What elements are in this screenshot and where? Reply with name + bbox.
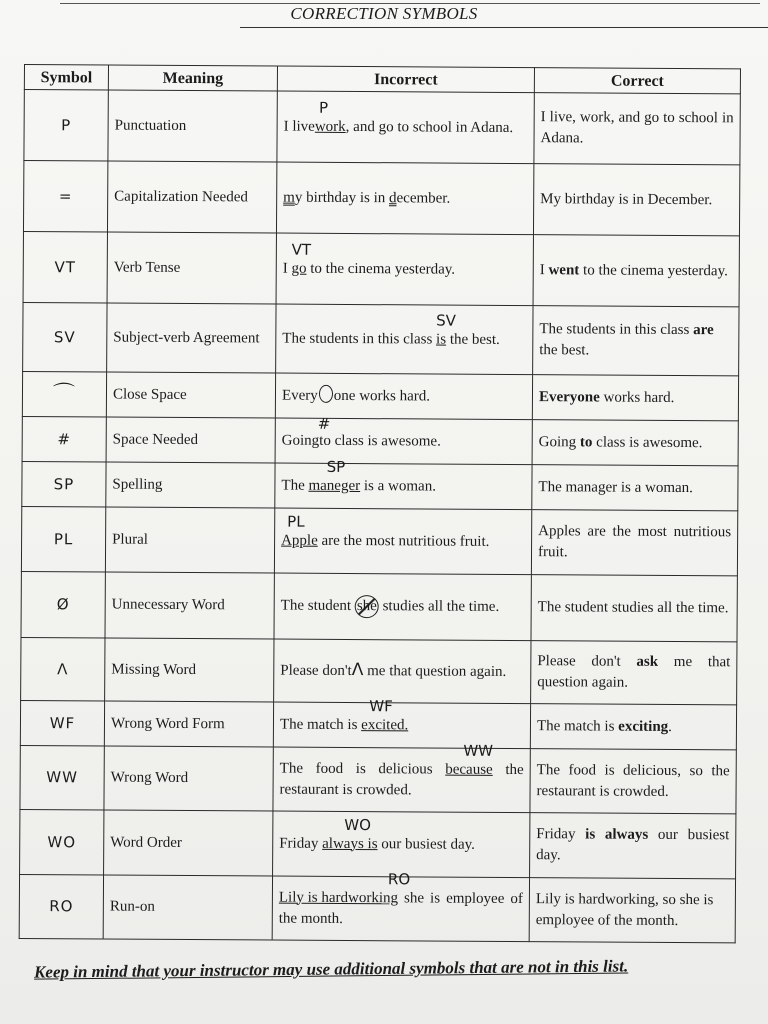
- table-row: [21, 571, 737, 641]
- table-row: [22, 371, 738, 420]
- table-row: [20, 745, 736, 813]
- symbol-cell: RO: [19, 874, 103, 939]
- table-row: [22, 416, 738, 465]
- incorrect-cell: Friday WO always is our busiest day.: [273, 811, 530, 878]
- table-row: [20, 700, 736, 749]
- marked-word: WO always is: [322, 815, 378, 852]
- marked-word: VT go: [291, 240, 312, 277]
- incorrect-text: I live P work, and go to school in Adana.: [283, 98, 514, 136]
- correct-cell: Going to class is awesome.: [532, 420, 738, 466]
- symbol-cell: SV: [23, 302, 107, 372]
- correct-cell: The match is exciting.: [530, 704, 736, 750]
- correct-cell: The food is delicious, so the restaurant is crowded.: [530, 749, 736, 814]
- meaning-cell: Subject-verb Agreement: [107, 303, 276, 373]
- wrong-word-mark: WW: [463, 741, 494, 760]
- symbol-cell: #: [22, 416, 106, 462]
- incorrect-cell: The food is delicious WW because the restaurant is crowded.: [273, 747, 530, 813]
- correct-cell: The student studies all the time.: [531, 575, 737, 642]
- incorrect-cell: The SP maneger is a woman.: [275, 463, 532, 510]
- meaning-cell: Plural: [105, 507, 274, 573]
- symbol-cell: SP: [22, 461, 106, 507]
- symbol-cell: WO: [20, 809, 104, 875]
- marked-word: # Going: [281, 414, 331, 449]
- symbol-cell: PL: [21, 506, 105, 572]
- header-symbol: Symbol: [24, 65, 108, 91]
- incorrect-text: my birthday is in december.: [283, 189, 451, 207]
- table-row: [23, 231, 739, 306]
- close-space-mark: [319, 385, 333, 403]
- incorrect-cell: The students in this class SV is the best.: [276, 304, 533, 375]
- table-row: [21, 506, 737, 575]
- meaning-cell: Verb Tense: [107, 232, 276, 304]
- correct-cell: I went to the cinema yesterday.: [533, 235, 739, 307]
- incorrect-cell: I VT go to the cinema yesterday.: [276, 233, 533, 306]
- table-row: [22, 461, 738, 510]
- meaning-cell: Wrong Word: [104, 746, 273, 811]
- meaning-cell: Capitalization Needed: [107, 161, 276, 233]
- table-row: [21, 637, 737, 704]
- footer-note: Keep in mind that your instructor may use additional symbols that are not in this list.: [33, 956, 629, 982]
- symbol-cell: Λ: [21, 637, 105, 701]
- marked-word: SV is: [436, 311, 457, 348]
- incorrect-cell: Please don'tΛ me that question again.: [274, 639, 531, 704]
- meaning-cell: Close Space: [106, 372, 275, 418]
- meaning-cell: Space Needed: [106, 417, 275, 463]
- incorrect-cell: [276, 162, 533, 235]
- marked-word: RO Lily is hardworking: [278, 869, 411, 906]
- table-row: [23, 302, 739, 375]
- correct-cell: The manager is a woman.: [532, 465, 738, 511]
- verb-tense-mark: VT: [291, 240, 312, 259]
- meaning-cell: Missing Word: [105, 638, 274, 702]
- meaning-cell: Run-on: [103, 875, 272, 940]
- incorrect-cell: Every one works hard.: [275, 373, 532, 420]
- symbol-cell: VT: [23, 231, 107, 303]
- header-correct: Correct: [534, 68, 740, 94]
- correct-cell: Everyone works hard.: [532, 375, 738, 421]
- table-row: [23, 161, 739, 236]
- spelling-mark: SP: [326, 457, 346, 476]
- deleted-word: she: [355, 595, 379, 618]
- header-incorrect: Incorrect: [277, 66, 534, 93]
- plural-mark: PL: [287, 512, 305, 531]
- missing-word-mark: Λ: [351, 659, 364, 680]
- correct-cell: The students in this class are the best.: [533, 306, 739, 376]
- table-row: [24, 90, 740, 165]
- meaning-cell: Unnecessary Word: [105, 572, 274, 639]
- table-row: [19, 874, 735, 942]
- correct-cell: I live, work, and go to school in Adana.: [534, 93, 740, 165]
- run-on-mark: RO: [387, 869, 411, 888]
- incorrect-cell: The match is WF excited.: [273, 702, 530, 749]
- subject-verb-mark: SV: [436, 311, 457, 330]
- symbol-cell: =: [23, 161, 107, 233]
- word-order-mark: WO: [344, 815, 371, 834]
- space-needed-mark: #: [317, 414, 331, 433]
- correct-cell: Friday is always our busiest day.: [530, 813, 736, 879]
- meaning-cell: Wrong Word Form: [104, 701, 273, 747]
- marked-word: SP maneger: [308, 457, 361, 494]
- meaning-cell: Spelling: [106, 462, 275, 508]
- incorrect-cell: # Goingto class is awesome.: [275, 418, 532, 465]
- correct-cell: Please don't ask me that question again.: [531, 641, 737, 705]
- correct-cell: Lily is hardworking, so she is employee of the month.: [529, 878, 735, 943]
- marked-word: P work: [314, 98, 346, 135]
- symbol-cell: P: [24, 90, 108, 162]
- correction-symbols-table: [19, 64, 741, 943]
- header-meaning: Meaning: [108, 65, 277, 91]
- symbol-cell: Ø: [21, 571, 105, 638]
- incorrect-cell: The student she studies all the time.: [274, 573, 531, 641]
- marked-word: WF excited.: [361, 696, 409, 733]
- symbol-cell: ⌒: [22, 371, 106, 417]
- meaning-cell: Word Order: [104, 810, 273, 876]
- meaning-cell: Punctuation: [108, 90, 277, 162]
- symbol-cell: WW: [20, 745, 104, 810]
- incorrect-cell: PL Apple are the most nutritious fruit.: [274, 508, 531, 575]
- punctuation-mark: P: [318, 98, 329, 117]
- table-row: [20, 809, 736, 878]
- symbol-cell: WF: [20, 700, 104, 746]
- word-form-mark: WF: [369, 696, 393, 715]
- incorrect-cell: [277, 91, 534, 164]
- marked-word: WW because: [445, 741, 494, 778]
- incorrect-cell: RO Lily is hardworking she is employee of the month.: [272, 876, 529, 942]
- correct-cell: My birthday is in December.: [533, 164, 739, 236]
- title-rule: [240, 27, 768, 28]
- page-title: CORRECTION SYMBOLS: [290, 4, 478, 23]
- correct-cell: Apples are the most nutritious fruit.: [531, 510, 737, 576]
- marked-word: PL Apple: [281, 512, 318, 549]
